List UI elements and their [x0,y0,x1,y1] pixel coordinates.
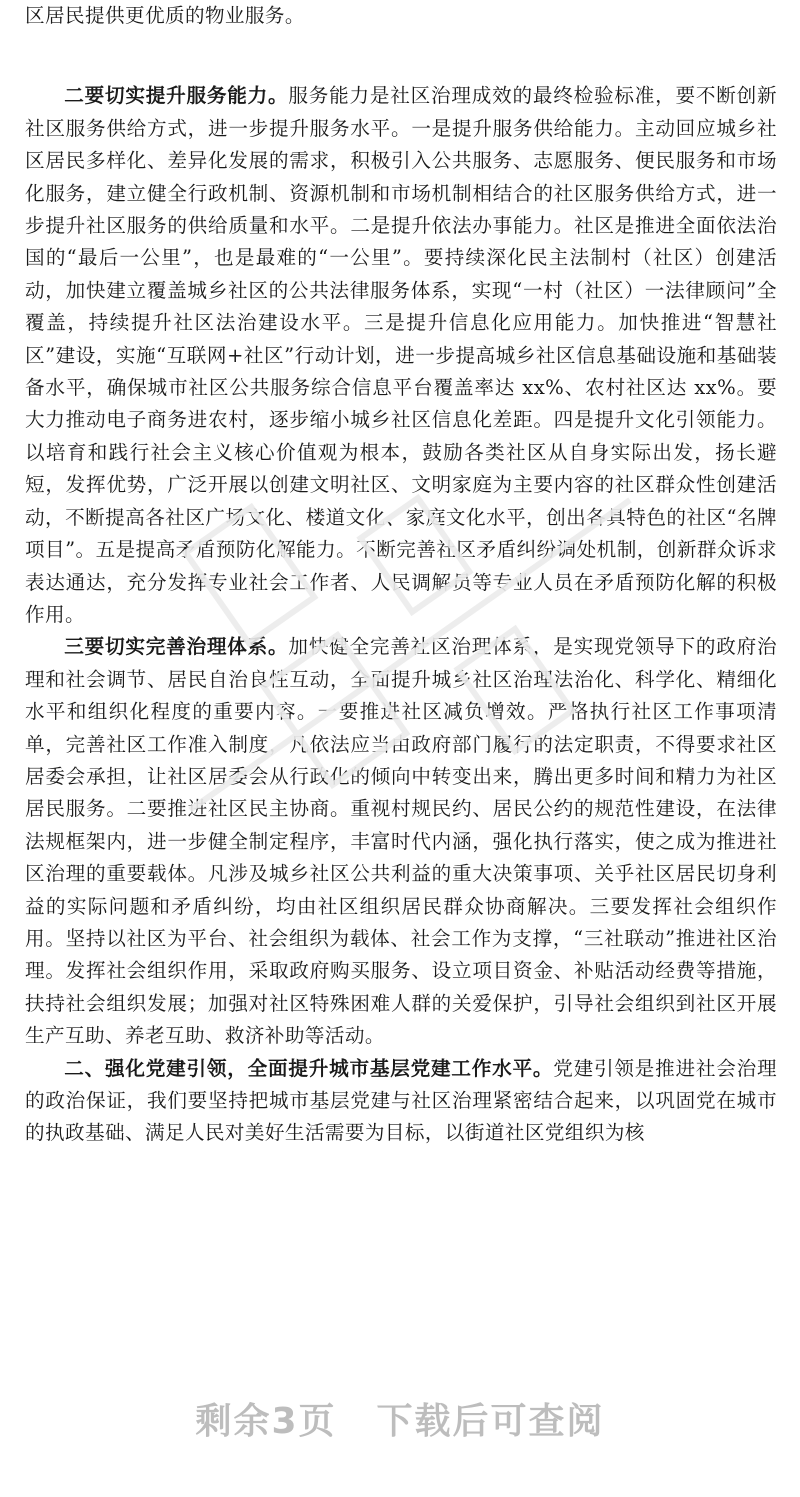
document-body [25,0,777,1150]
paragraph-text: 党建引领是推进社会治理的政治保证，我们要坚持把城市基层党建与社区治理紧密结合起来，以巩固党在城市的执政基础、满足人民对美好生活需要为目标，以街道社区党组织为核 [25,1056,777,1145]
download-prompt-banner[interactable] [0,1390,800,1454]
paragraph-heading: 二要切实提升服务能力。 [64,84,289,108]
paragraph-text: 加快健全完善社区治理体系，是实现党领导下的政府治理和社会调节、居民自治良性互动，全面提升城乡社区治理法治化、科学化、精细化水平和组织化程度的重要内容。一要推进社区减负增效。严格执行社区工作事项清单，完善社区工作准入制度，凡依法应当由政府部门履行的法定职责，不得要求社区居委会承担，让社区居委会从行政化的倾向中转变出来，腾出更多时间和精力为社区居民服务。二要推进社区民主协商。重视村规民约、居民公约的规范性建设，在法律法规框架内，进一步健全制定程序，丰富时代内涵，强化执行落实，使之成为推进社区治理的重要载体。凡涉及城乡社区公共利益的重大决策事项、关乎社区居民切身利益的实际问题和矛盾纠纷，均由社区组织居民群众协商解决。三要发挥社会组织作用。坚持以社区为平台、社会组织为载体、社会工作为支撑，“三社联动”推进社区治理。发挥社会组织作用，采取政府购买服务、设立项目资金、补贴活动经费等措施，扶持社会组织发展；加强对社区特殊困难人群的关爱保护，引导社会组织到社区开展生产互助、养老互助、救济补助等活动。 [25,635,777,1048]
paragraph-service-capability [25,80,777,631]
lead-line-text: 区居民提供更优质的物业服务。 [25,4,305,27]
paragraph-gap [25,32,777,80]
paragraph-party-building [25,1053,777,1150]
lead-line [25,0,777,32]
paragraph-text: 服务能力是社区治理成效的最终检验标准，要不断创新社区服务供给方式，进一步提升服务水平。一是提升服务供给能力。主动回应城乡社区居民多样化、差异化发展的需求，积极引入公共服务、志愿服务、便民服务和市场化服务，建立健全行政机制、资源机制和市场机制相结合的社区服务供给方式，进一步提升社区服务的供给质量和水平。二是提升依法办事能力。社区是推进全面依法治国的“最后一公里”，也是最难的“一公里”。要持续深化民主法制村（社区）创建活动，加快建立覆盖城乡社区的公共法律服务体系，实现“一村（社区）一法律顾问”全覆盖，持续提升社区法治建设水平。三是提升信息化应用能力。加快推进“智慧社区”建设，实施“互联网+社区”行动计划，进一步提高城乡社区信息基础设施和基础装备水平，确保城市社区公共服务综合信息平台覆盖率达 xx%、农村社区达 xx%。要大力推动电子商务进农村，逐步缩小城乡社区信息化差距。四是提升文化引领能力。以培育和践行社会主义核心价值观为根本，鼓励各类社区从自身实际出发，扬长避短，发挥优势，广泛开展以创建文明社区、文明家庭为主要内容的社区群众性创建活动，不断提高各社区广场文化、楼道文化、家庭文化水平，创出各具特色的社区“名牌项目”。五是提高矛盾预防化解能力。不断完善社区矛盾纠纷调处机制，创新群众诉求表达通达，充分发挥专业社会工作者、人民调解员等专业人员在矛盾预防化解的积极作用。 [25,84,777,626]
paragraph-heading: 二、强化党建引领，全面提升城市基层党建工作水平。 [64,1056,554,1080]
remaining-pages-label: 剩余3页 [195,1401,337,1442]
paragraph-heading: 三要切实完善治理体系。 [64,635,289,659]
download-to-view-label: 下载后可查阅 [376,1401,605,1442]
paragraph-governance-system [25,631,777,1052]
